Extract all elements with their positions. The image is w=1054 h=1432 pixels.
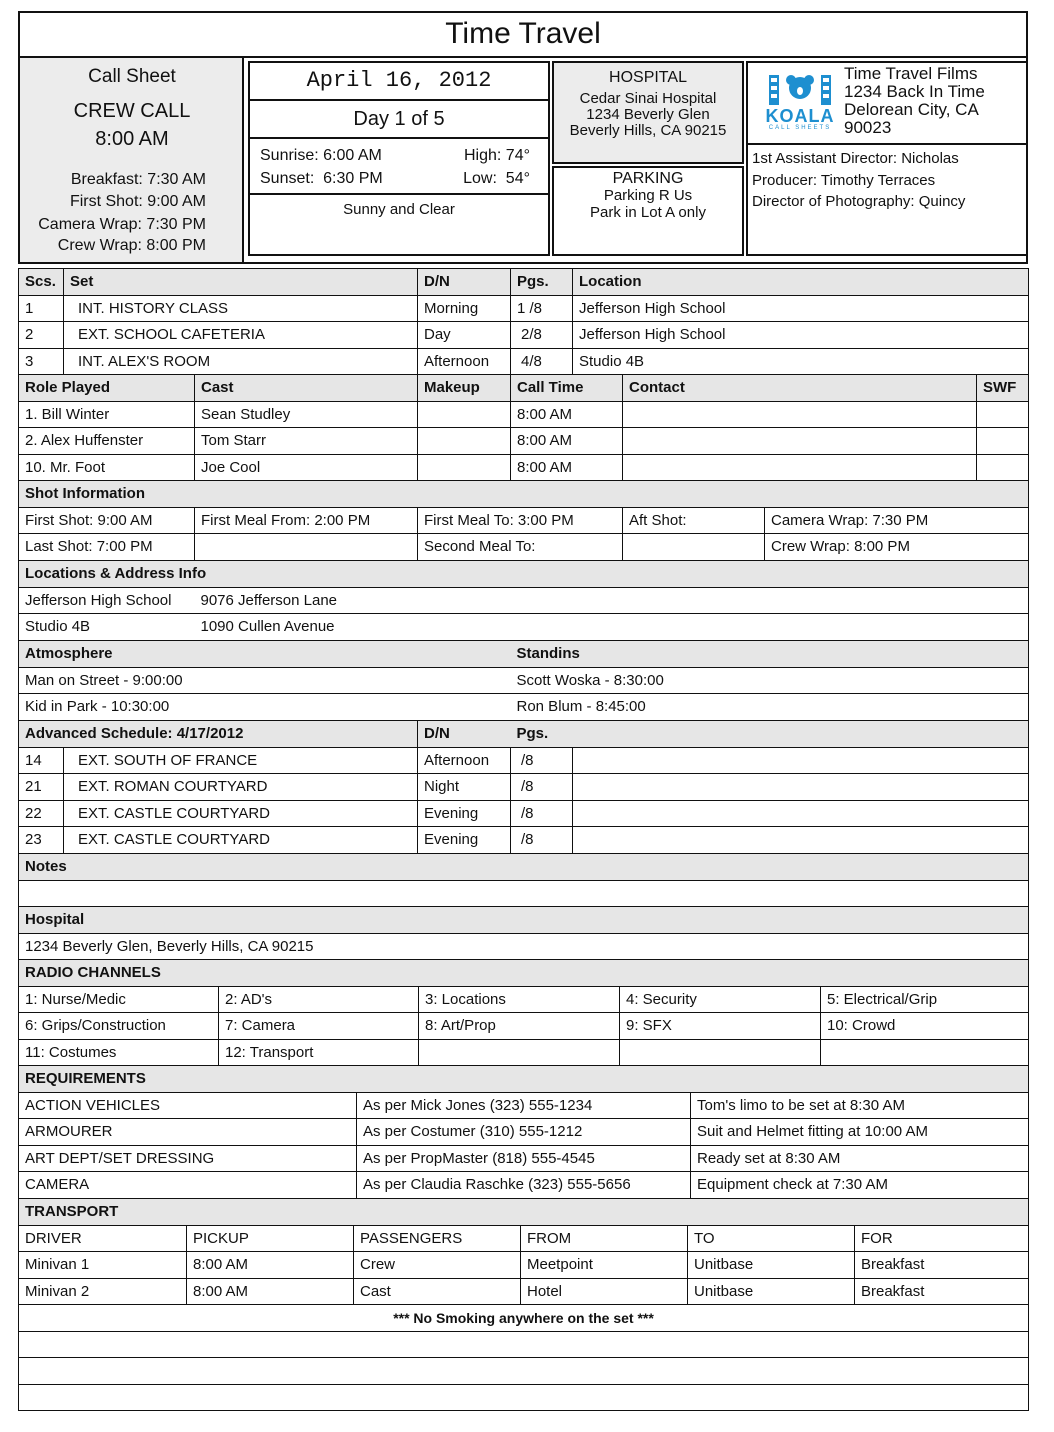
blank-cell xyxy=(573,827,1029,854)
radio-channel: 9: SFX xyxy=(620,1013,821,1040)
shot-info-table xyxy=(18,480,1029,561)
scene-location: Studio 4B xyxy=(573,348,1029,375)
hospital-panel xyxy=(552,61,744,164)
swf xyxy=(977,454,1029,481)
crew-call-label: CREW CALL xyxy=(73,100,191,122)
to: Unitbase xyxy=(688,1252,855,1279)
crew-call-time: 8:00 AM xyxy=(95,128,169,150)
scene-number: 21 xyxy=(19,774,64,801)
requirement-note: Tom's limo to be set at 8:30 AM xyxy=(691,1092,1029,1119)
crew-wrap-time: Crew Wrap: 8:00 PM xyxy=(57,237,206,254)
col-header: TO xyxy=(688,1225,855,1252)
contact xyxy=(623,401,977,428)
radio-channel: 6: Grips/Construction xyxy=(19,1013,219,1040)
makeup xyxy=(418,428,511,455)
scene-set: INT. ALEX'S ROOM xyxy=(64,348,418,375)
col-header: PASSENGERS xyxy=(354,1225,521,1252)
col-header: Set xyxy=(64,269,418,296)
scene-pages: 4/8 xyxy=(511,348,573,375)
no-smoking-notice: *** No Smoking anywhere on the set *** xyxy=(19,1305,1029,1332)
role: 1. Bill Winter xyxy=(19,401,195,428)
radio-channel: 12: Transport xyxy=(219,1039,419,1066)
requirement-note: Equipment check at 7:30 AM xyxy=(691,1172,1029,1199)
sunrise: Sunrise: 6:00 AM xyxy=(260,147,382,164)
company-street: 1234 Back In Time xyxy=(844,82,985,101)
col-header: Contact xyxy=(623,375,977,402)
blank-cell xyxy=(573,774,1029,801)
scene-dn: Afternoon xyxy=(418,747,511,774)
locations-table xyxy=(18,560,1029,641)
scene-pages: 2/8 xyxy=(511,322,573,349)
table-row xyxy=(19,694,1029,721)
scene-location: Jefferson High School xyxy=(573,295,1029,322)
director-of-photography: Director of Photography: Quincy xyxy=(752,193,966,210)
scene-dn: Afternoon xyxy=(418,348,511,375)
scene-set: EXT. SCHOOL CAFETERIA xyxy=(64,322,418,349)
col-header: DRIVER xyxy=(19,1225,187,1252)
company-name: Time Travel Films xyxy=(844,64,978,83)
section-heading: Shot Information xyxy=(19,481,1029,508)
table-row xyxy=(19,1278,1029,1305)
parking-note: Park in Lot A only xyxy=(590,204,706,221)
footer-table xyxy=(18,1304,1029,1411)
cast-member: Tom Starr xyxy=(195,428,418,455)
scene-set: EXT. CASTLE COURTYARD xyxy=(64,827,418,854)
scene-set: INT. HISTORY CLASS xyxy=(64,295,418,322)
standins-heading: Standins xyxy=(511,641,1029,668)
table-row xyxy=(19,587,1029,614)
col-header: Pgs. xyxy=(511,721,1029,748)
col-header: Pgs. xyxy=(511,269,573,296)
radio-channel xyxy=(419,1039,620,1066)
radio-channel: 2: AD's xyxy=(219,986,419,1013)
company-top xyxy=(748,63,1026,145)
call-sheet-panel xyxy=(20,58,244,262)
koala-logo xyxy=(765,73,835,131)
scenes-table xyxy=(18,268,1029,375)
scene-dn: Night xyxy=(418,774,511,801)
radio-channel xyxy=(620,1039,821,1066)
col-header: Scs. xyxy=(19,269,64,296)
radio-channel: 3: Locations xyxy=(419,986,620,1013)
makeup xyxy=(418,401,511,428)
table-row xyxy=(19,401,1029,428)
table-row xyxy=(19,1039,1029,1066)
scene-pages: /8 xyxy=(511,774,573,801)
logo-text: KOALA xyxy=(765,106,835,126)
notes-table xyxy=(18,853,1029,960)
requirement-contact: As per Claudia Raschke (323) 555-5656 xyxy=(357,1172,691,1199)
call-time: 8:00 AM xyxy=(511,401,623,428)
col-header: Cast xyxy=(195,375,418,402)
from: Meetpoint xyxy=(521,1252,688,1279)
section-heading: Locations & Address Info xyxy=(19,561,1029,588)
company-address xyxy=(844,65,985,137)
shoot-day: Day 1 of 5 xyxy=(250,101,548,139)
table-row xyxy=(19,1092,1029,1119)
low-temp: Low: 54° xyxy=(463,170,530,187)
company-panel xyxy=(746,61,1028,256)
company-city: Delorean City, CA xyxy=(844,100,979,119)
radio-channel: 8: Art/Prop xyxy=(419,1013,620,1040)
section-heading: Advanced Schedule: 4/17/2012 xyxy=(19,721,418,748)
date-panel xyxy=(248,61,550,256)
table-row xyxy=(19,1145,1029,1172)
location-address: 9076 Jefferson Lane xyxy=(195,587,1029,614)
col-header: PICKUP xyxy=(187,1225,354,1252)
atmosphere-item: Man on Street - 9:00:00 xyxy=(19,667,511,694)
table-row xyxy=(19,827,1029,854)
section-heading: Hospital xyxy=(19,907,1029,934)
header-block xyxy=(18,56,1028,264)
parking-name: Parking R Us xyxy=(603,187,693,204)
scene-dn: Morning xyxy=(418,295,511,322)
location-name: Jefferson High School xyxy=(19,587,195,614)
role: 2. Alex Huffenster xyxy=(19,428,195,455)
col-header: Location xyxy=(573,269,1029,296)
location-address: 1090 Cullen Avenue xyxy=(195,614,1029,641)
requirement-dept: ACTION VEHICLES xyxy=(19,1092,357,1119)
radio-channel xyxy=(821,1039,1029,1066)
table-row xyxy=(19,1013,1029,1040)
scene-dn: Evening xyxy=(418,800,511,827)
camera-wrap-time: Camera Wrap: 7:30 PM xyxy=(38,216,206,233)
requirement-note: Suit and Helmet fitting at 10:00 AM xyxy=(691,1119,1029,1146)
second-meal-from xyxy=(195,534,418,561)
standin-item: Scott Woska - 8:30:00 xyxy=(511,667,1029,694)
table-row xyxy=(19,295,1029,322)
cast-member: Sean Studley xyxy=(195,401,418,428)
parking-heading: PARKING xyxy=(612,170,684,187)
scene-dn: Evening xyxy=(418,827,511,854)
scene-number: 23 xyxy=(19,827,64,854)
table-row xyxy=(19,1119,1029,1146)
divider xyxy=(250,193,548,195)
hospital-address: 1234 Beverly Glen, Beverly Hills, CA 90215 xyxy=(19,933,1029,960)
cast-member: Joe Cool xyxy=(195,454,418,481)
table-row xyxy=(19,1172,1029,1199)
scene-dn: Day xyxy=(418,322,511,349)
pickup: 8:00 AM xyxy=(187,1278,354,1305)
driver: Minivan 2 xyxy=(19,1278,187,1305)
location-name: Studio 4B xyxy=(19,614,195,641)
first-shot: First Shot: 9:00 AM xyxy=(19,507,195,534)
hospital-name: Cedar Sinai Hospital xyxy=(579,90,717,107)
section-heading: TRANSPORT xyxy=(19,1199,1029,1226)
blank-cell xyxy=(623,534,765,561)
hospital-city: Beverly Hills, CA 90215 xyxy=(569,122,727,139)
table-row xyxy=(19,1252,1029,1279)
radio-channel: 10: Crowd xyxy=(821,1013,1029,1040)
logo-subtext: CALL SHEETS xyxy=(768,125,832,131)
scene-set: EXT. ROMAN COURTYARD xyxy=(64,774,418,801)
scene-pages: /8 xyxy=(511,747,573,774)
breakfast-time: Breakfast: 7:30 AM xyxy=(70,171,206,188)
parking-panel xyxy=(552,166,744,256)
first-meal-to: First Meal To: 3:00 PM xyxy=(418,507,623,534)
swf xyxy=(977,428,1029,455)
table-row xyxy=(19,534,1029,561)
passengers: Crew xyxy=(354,1252,521,1279)
section-heading: RADIO CHANNELS xyxy=(19,960,1029,987)
scene-number: 2 xyxy=(19,322,64,349)
table-row xyxy=(19,507,1029,534)
scene-set: EXT. SOUTH OF FRANCE xyxy=(64,747,418,774)
radio-channel: 7: Camera xyxy=(219,1013,419,1040)
sunset: Sunset: 6:30 PM xyxy=(260,170,383,187)
hospital-street: 1234 Beverly Glen xyxy=(586,106,710,123)
last-shot: Last Shot: 7:00 PM xyxy=(19,534,195,561)
scene-location: Jefferson High School xyxy=(573,322,1029,349)
contact xyxy=(623,454,977,481)
scene-pages: 1 /8 xyxy=(511,295,573,322)
cast-header-row xyxy=(19,375,1029,402)
swf xyxy=(977,401,1029,428)
atmosphere-table xyxy=(18,640,1029,721)
col-header: FROM xyxy=(521,1225,688,1252)
scene-number: 22 xyxy=(19,800,64,827)
table-row xyxy=(19,986,1029,1013)
col-header: SWF xyxy=(977,375,1029,402)
radio-channel: 4: Security xyxy=(620,986,821,1013)
pickup: 8:00 AM xyxy=(187,1252,354,1279)
requirement-note: Ready set at 8:30 AM xyxy=(691,1145,1029,1172)
call-time: 8:00 AM xyxy=(511,454,623,481)
scene-pages: /8 xyxy=(511,827,573,854)
table-row xyxy=(19,348,1029,375)
scene-set: EXT. CASTLE COURTYARD xyxy=(64,800,418,827)
blank-row xyxy=(19,1331,1029,1358)
table-row xyxy=(19,428,1029,455)
scene-number: 1 xyxy=(19,295,64,322)
second-meal-to: Second Meal To: xyxy=(418,534,623,561)
requirement-contact: As per PropMaster (818) 555-4545 xyxy=(357,1145,691,1172)
contact xyxy=(623,428,977,455)
col-header: D/N xyxy=(418,269,511,296)
passengers: Cast xyxy=(354,1278,521,1305)
document-title: Time Travel xyxy=(18,11,1028,57)
driver: Minivan 1 xyxy=(19,1252,187,1279)
atmosphere-item: Kid in Park - 10:30:00 xyxy=(19,694,511,721)
scenes-header-row xyxy=(19,269,1029,296)
col-header: D/N xyxy=(418,721,511,748)
requirements-table xyxy=(18,1065,1029,1199)
weather: Sunny and Clear xyxy=(343,201,455,218)
table-row xyxy=(19,667,1029,694)
col-header: Makeup xyxy=(418,375,511,402)
scene-pages: /8 xyxy=(511,800,573,827)
producer: Producer: Timothy Terraces xyxy=(752,171,936,189)
requirement-contact: As per Costumer (310) 555-1212 xyxy=(357,1119,691,1146)
hospital-heading: HOSPITAL xyxy=(609,69,687,86)
standin-item: Ron Blum - 8:45:00 xyxy=(511,694,1029,721)
table-row xyxy=(19,800,1029,827)
radio-channels-table xyxy=(18,959,1029,1066)
scene-number: 3 xyxy=(19,348,64,375)
camera-wrap: Camera Wrap: 7:30 PM xyxy=(765,507,1029,534)
shoot-date: April 16, 2012 xyxy=(250,63,548,101)
table-row xyxy=(19,747,1029,774)
blank-cell xyxy=(573,800,1029,827)
requirement-contact: As per Mick Jones (323) 555-1234 xyxy=(357,1092,691,1119)
for: Breakfast xyxy=(855,1252,1029,1279)
call-time: 8:00 AM xyxy=(511,428,623,455)
col-header: Call Time xyxy=(511,375,623,402)
aft-shot: Aft Shot: xyxy=(623,507,765,534)
blank-row xyxy=(19,1358,1029,1385)
transport-header-row xyxy=(19,1225,1029,1252)
call-sheet-label: Call Sheet xyxy=(88,66,176,87)
scene-number: 14 xyxy=(19,747,64,774)
radio-channel: 1: Nurse/Medic xyxy=(19,986,219,1013)
high-temp: High: 74° xyxy=(464,147,530,164)
company-zip: 90023 xyxy=(844,118,892,137)
key-crew xyxy=(752,148,965,213)
section-heading: Notes xyxy=(19,854,1029,881)
section-heading: Atmosphere xyxy=(19,641,511,668)
from: Hotel xyxy=(521,1278,688,1305)
first-meal-from: First Meal From: 2:00 PM xyxy=(195,507,418,534)
requirement-dept: ART DEPT/SET DRESSING xyxy=(19,1145,357,1172)
blank-row xyxy=(19,1384,1029,1411)
role: 10. Mr. Foot xyxy=(19,454,195,481)
requirement-dept: CAMERA xyxy=(19,1172,357,1199)
cast-table xyxy=(18,374,1029,481)
radio-channel: 5: Electrical/Grip xyxy=(821,986,1029,1013)
advanced-schedule-table xyxy=(18,720,1029,854)
table-row xyxy=(19,614,1029,641)
col-header: Role Played xyxy=(19,375,195,402)
to: Unitbase xyxy=(688,1278,855,1305)
table-row xyxy=(19,774,1029,801)
requirement-dept: ARMOURER xyxy=(19,1119,357,1146)
section-heading: REQUIREMENTS xyxy=(19,1066,1029,1093)
table-row xyxy=(19,454,1029,481)
radio-channel: 11: Costumes xyxy=(19,1039,219,1066)
assistant-director: 1st Assistant Director: Nicholas xyxy=(752,150,959,167)
makeup xyxy=(418,454,511,481)
for: Breakfast xyxy=(855,1278,1029,1305)
table-row xyxy=(19,322,1029,349)
transport-table xyxy=(18,1198,1029,1305)
notes-text xyxy=(19,880,1029,907)
crew-wrap: Crew Wrap: 8:00 PM xyxy=(765,534,1029,561)
first-shot-time: First Shot: 9:00 AM xyxy=(69,193,206,210)
col-header: FOR xyxy=(855,1225,1029,1252)
blank-cell xyxy=(573,747,1029,774)
